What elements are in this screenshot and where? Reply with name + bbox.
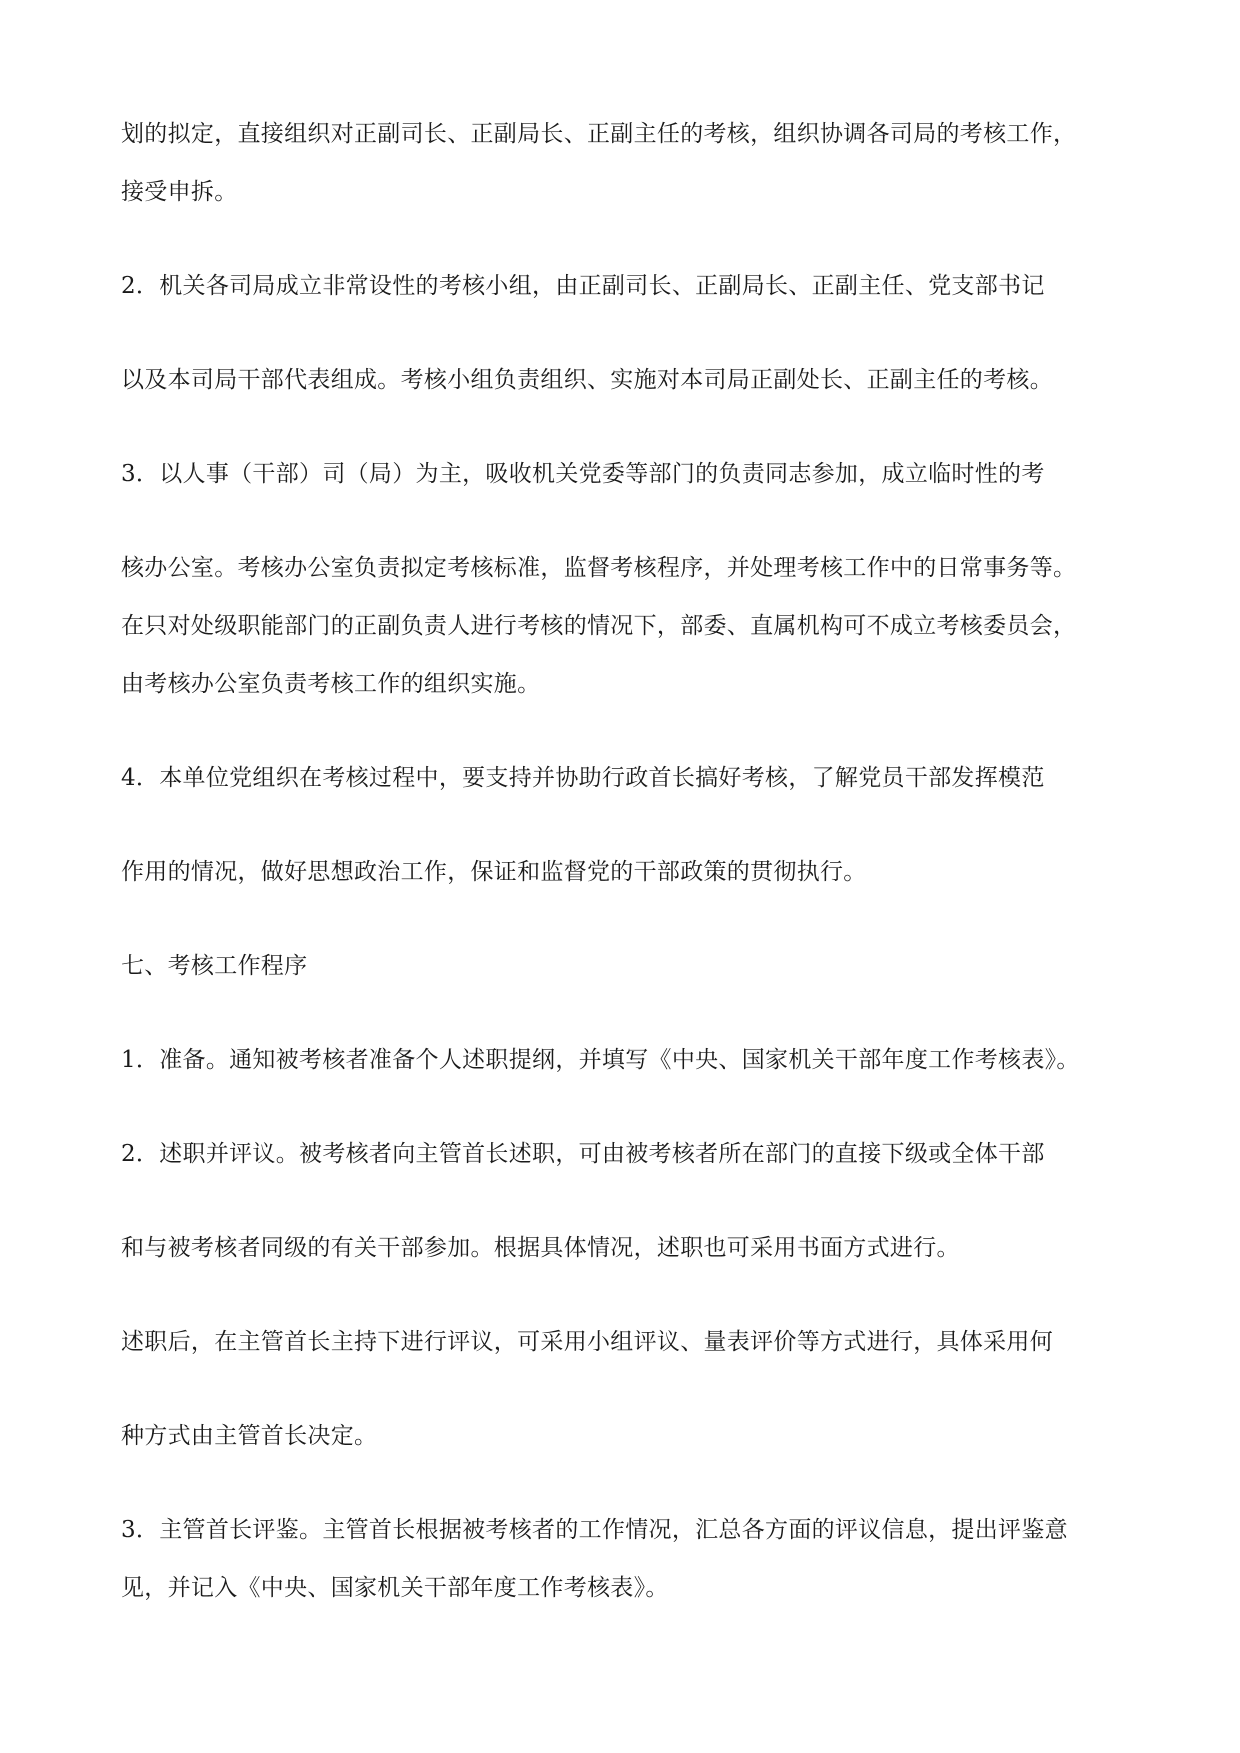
text-line: 以及本司局干部代表组成。考核小组负责组织、实施对本司局正副处长、正副主任的考核。: [121, 367, 1053, 393]
text-line: 述职后，在主管首长主持下进行评议，可采用小组评议、量表评价等方式进行，具体采用何: [121, 1329, 1053, 1355]
text-line: 和与被考核者同级的有关干部参加。根据具体情况，述职也可采用书面方式进行。: [121, 1235, 960, 1261]
text-line: 3．以人事（干部）司（局）为主，吸收机关党委等部门的负责同志参加，成立临时性的考: [121, 461, 1045, 487]
text-line: 接受申拆。: [121, 179, 238, 205]
text-line: 4．本单位党组织在考核过程中，要支持并协助行政首长搞好考核，了解党员干部发挥模范: [121, 765, 1045, 791]
text-line: 由考核办公室负责考核工作的组织实施。: [121, 671, 541, 697]
section-heading: 七、考核工作程序: [121, 953, 308, 979]
text-line: 核办公室。考核办公室负责拟定考核标准，监督考核程序，并处理考核工作中的日常事务等。: [121, 555, 1077, 581]
text-line: 在只对处级职能部门的正副负责人进行考核的情况下，部委、直属机构可不成立考核委员会，: [121, 613, 1077, 639]
text-line: 划的拟定，直接组织对正副司长、正副局长、正副主任的考核，组织协调各司局的考核工作，: [121, 121, 1077, 147]
text-line: 2．机关各司局成立非常设性的考核小组，由正副司长、正副局长、正副主任、党支部书记: [121, 273, 1045, 299]
text-line: 2．述职并评议。被考核者向主管首长述职，可由被考核者所在部门的直接下级或全体干部: [121, 1141, 1045, 1167]
text-line: 作用的情况，做好思想政治工作，保证和监督党的干部政策的贯彻执行。: [121, 859, 867, 885]
text-line: 种方式由主管首长决定。: [121, 1423, 378, 1449]
text-line: 见，并记入《中央、国家机关干部年度工作考核表》。: [121, 1575, 669, 1601]
text-line: 3．主管首长评鉴。主管首长根据被考核者的工作情况，汇总各方面的评议信息，提出评鉴意: [121, 1517, 1068, 1543]
text-line: 1．准备。通知被考核者准备个人述职提纲，并填写《中央、国家机关干部年度工作考核表》。: [121, 1047, 1080, 1073]
